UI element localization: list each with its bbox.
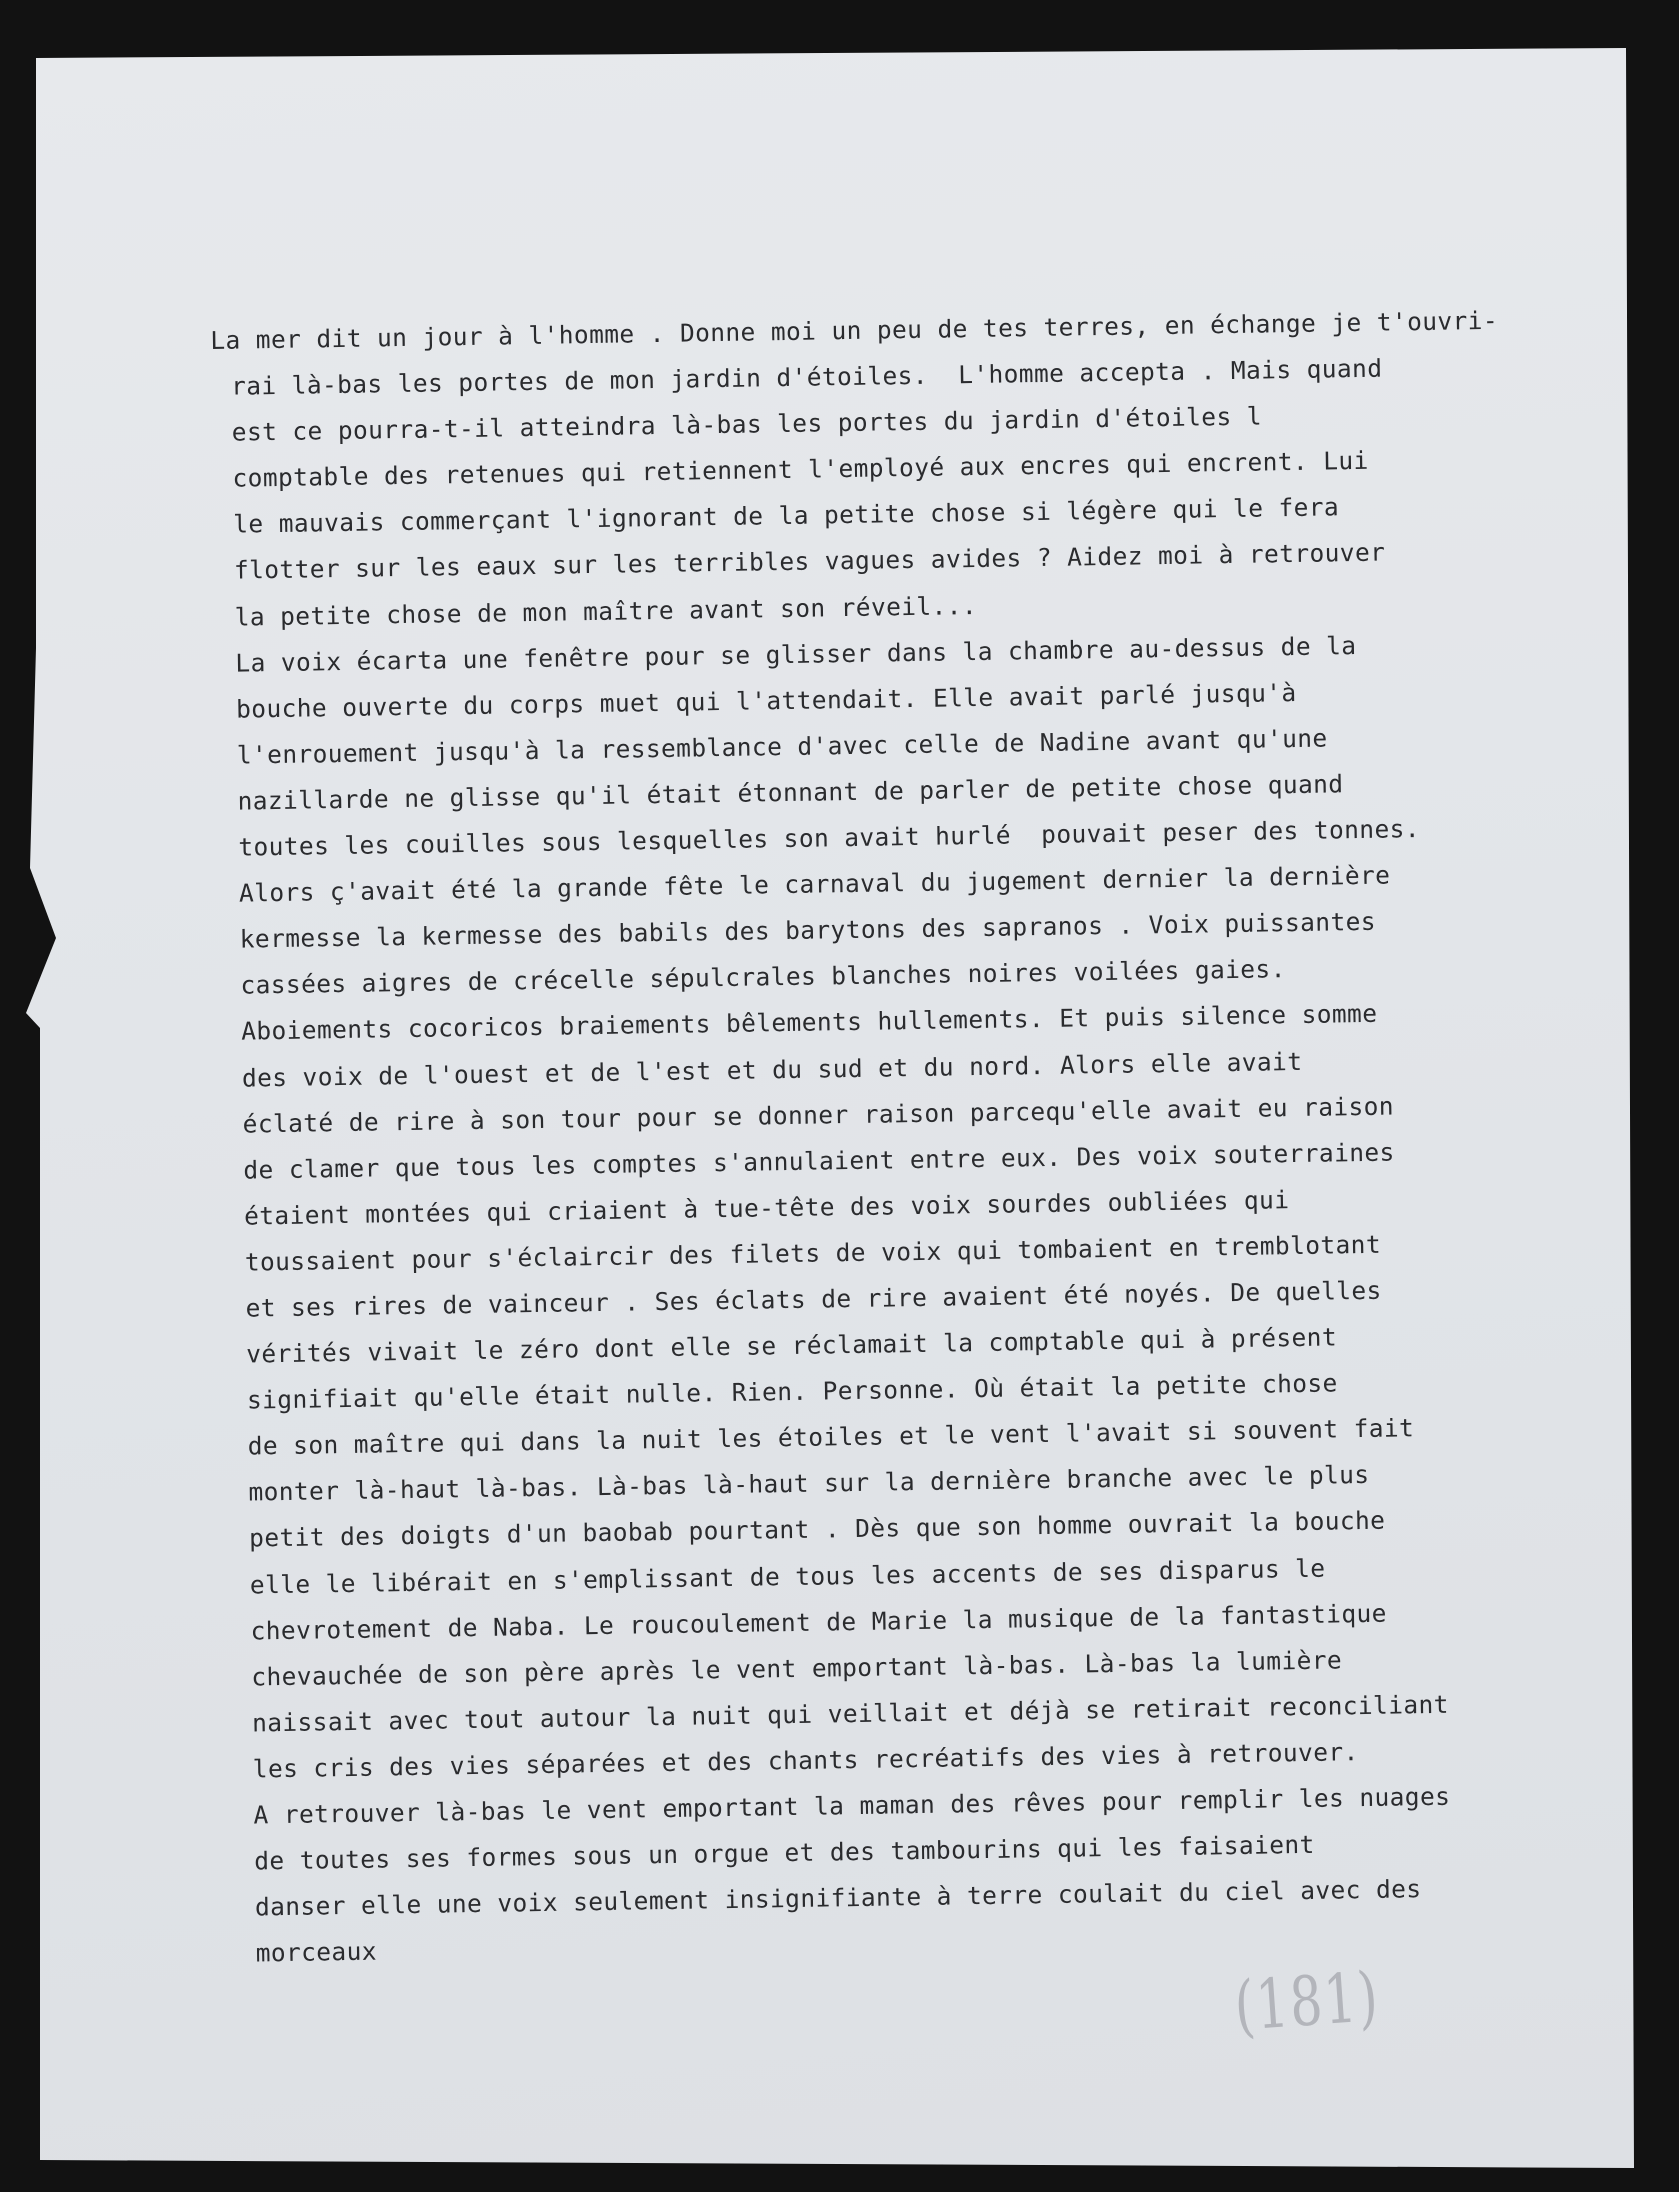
text-line-28: elle le libérait en s'emplissant de tous les accents de ses disparus le <box>249 1553 1326 1600</box>
text-line-17: des voix de l'ouest et de l'est et du sud et du nord. Alors elle avait <box>241 1046 1303 1093</box>
text-line-33: A retrouver là-bas le vent emportant la maman des rêves pour remplir les nuages <box>253 1781 1451 1830</box>
text-line-20: étaient montées qui criaient à tue-tête des voix sourdes oubliées qui <box>243 1184 1290 1231</box>
text-line-26: monter là-haut là-bas. Là-bas là-haut sur la dernière branche avec le plus <box>248 1460 1370 1507</box>
text-line-22: et ses rires de vainceur . Ses éclats de rire avaient été noyés. De quelles <box>245 1275 1382 1323</box>
text-line-3: est ce pourra-t-il atteindra là-bas les portes du jardin d'étoiles l <box>231 401 1263 447</box>
text-line-34: de toutes ses formes sous un orgue et des tambourins qui les faisaient <box>254 1829 1315 1876</box>
text-line-24: signifiait qu'elle était nulle. Rien. Personne. Où était la petite chose <box>246 1368 1338 1415</box>
text-line-13: Alors ç'avait été la grande fête le carnaval du jugement dernier la dernière <box>238 860 1391 908</box>
text-line-18: éclaté de rire à son tour pour se donner raison parcequ'elle avait eu raison <box>242 1091 1395 1139</box>
text-line-2: rai là-bas les portes de mon jardin d'étoiles. L'homme accepta . Mais quand <box>230 353 1383 401</box>
text-line-9: bouche ouverte du corps muet qui l'attendait. Elle avait parlé jusqu'à <box>235 677 1297 724</box>
text-line-35: danser elle une voix seulement insignifiante à terre coulait du ciel avec des <box>254 1874 1422 1922</box>
text-line-14: kermesse la kermesse des babils des barytons des sapranos . Voix puissantes <box>239 906 1377 954</box>
text-line-5: le mauvais commerçant l'ignorant de la petite chose si légère qui le fera <box>233 492 1340 540</box>
text-line-27: petit des doigts d'un baobab pourtant . Dès que son homme ouvrait la bouche <box>248 1506 1386 1553</box>
text-line-30: chevauchée de son père après le vent emportant là-bas. Là-bas la lumière <box>251 1645 1343 1692</box>
text-line-1: La mer dit un jour à l'homme . Donne moi un peu de tes terres, en échange je t'ouvri- <box>210 305 1499 355</box>
text-line-32: les cris des vies séparées et des chants recréatifs des vies à retrouver. <box>252 1737 1359 1784</box>
text-line-6: flotter sur les eaux sur les terribles vagues avides ? Aidez moi à retrouver <box>233 538 1386 586</box>
text-line-12: toutes les couilles sous lesquelles son avait hurlé pouvait peser des tonnes. <box>238 814 1421 862</box>
typescript-text <box>210 297 1566 1977</box>
text-line-25: de son maître qui dans la nuit les étoiles et le vent l'avait si souvent fait <box>247 1413 1415 1461</box>
text-line-16: Aboiements cocoricos braiements bêlements hullements. Et puis silence somme <box>240 999 1378 1047</box>
text-line-11: nazillarde ne glisse qu'il était étonnant de parler de petite chose quand <box>237 769 1344 816</box>
text-line-7: la petite chose de mon maître avant son réveil... <box>234 590 978 632</box>
text-line-10: l'enrouement jusqu'à la ressemblance d'avec celle de Nadine avant qu'une <box>236 723 1328 770</box>
text-line-8: La voix écarta une fenêtre pour se glisser dans la chambre au-dessus de la <box>235 630 1357 678</box>
text-line-31: naissait avec tout autour la nuit qui veillait et déjà se retirait reconciliant <box>251 1689 1450 1738</box>
text-line-23: vérités vivait le zéro dont elle se réclamait la comptable qui à présent <box>246 1322 1338 1369</box>
text-line-21: toussaient pour s'éclaircir des filets de voix qui tombaient en tremblotant <box>244 1229 1382 1277</box>
text-line-4: comptable des retenues qui retiennent l'employé aux encres qui encrent. Lui <box>232 446 1369 493</box>
text-line-19: de clamer que tous les comptes s'annulaient entre eux. Des voix souterraines <box>243 1137 1395 1185</box>
text-line-15: cassées aigres de crécelle sépulcrales blanches noires voilées gaies. <box>240 954 1286 1000</box>
text-line-36: morceaux <box>255 1936 378 1968</box>
folio-number: (181) <box>1232 1957 1382 2047</box>
text-line-29: chevrotement de Naba. Le roucoulement de Marie la musique de la fantastique <box>250 1598 1387 1646</box>
